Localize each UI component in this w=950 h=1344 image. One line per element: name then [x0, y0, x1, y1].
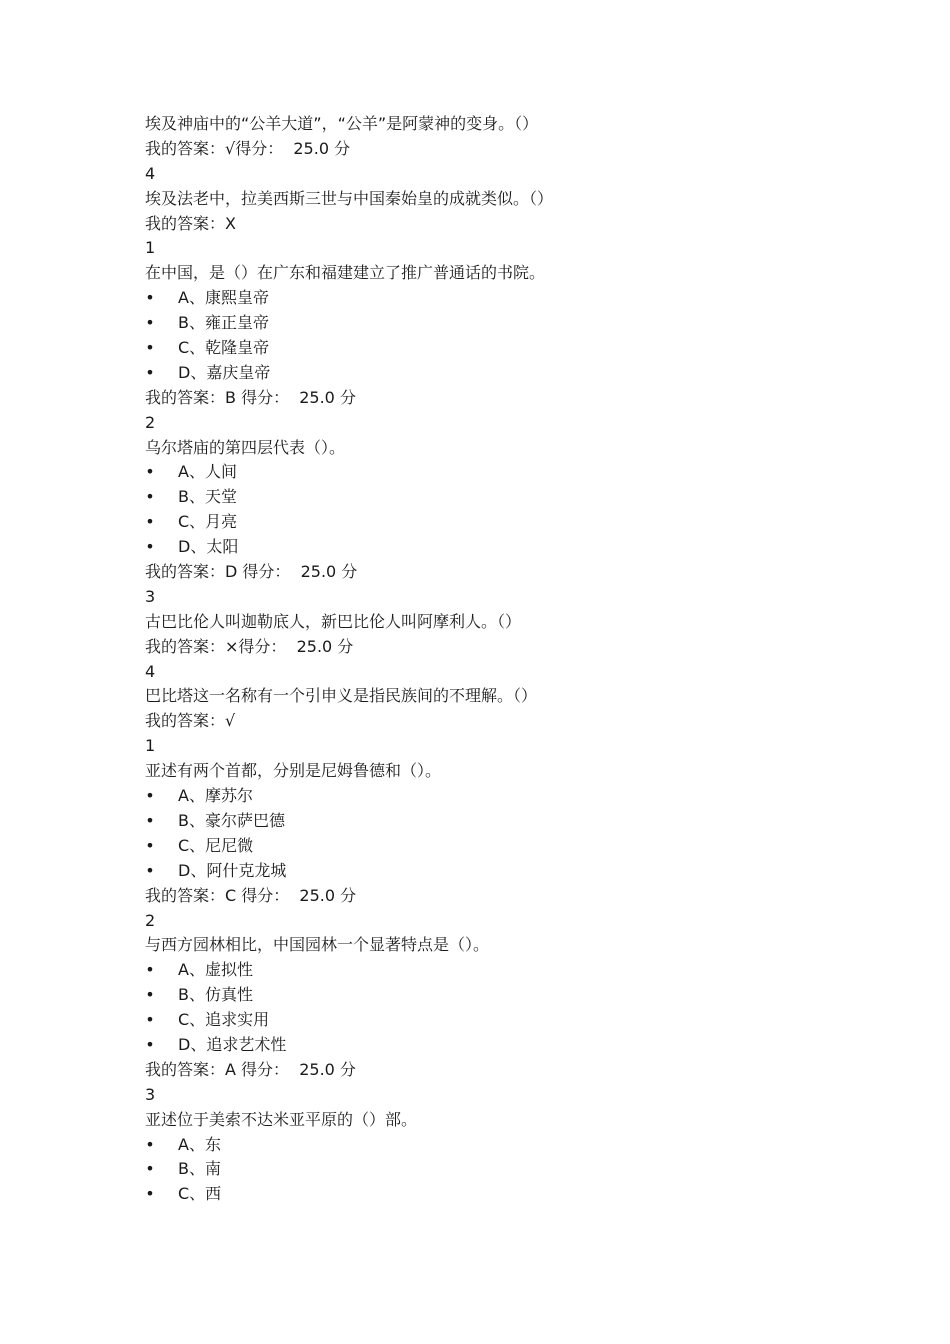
bullet-icon: • [145, 462, 155, 482]
option-text: A、东 [178, 1134, 221, 1154]
question-number: 3 [145, 586, 156, 606]
bullet-icon: • [145, 313, 155, 333]
question-text: 乌尔塔庙的第四层代表（）。 [145, 437, 346, 457]
document-body [145, 112, 845, 1207]
option-item [145, 983, 845, 1008]
option-text: B、天堂 [178, 487, 237, 507]
option-item [145, 1033, 845, 1058]
question-text: 亚述有两个首都，分别是尼姆鲁德和（）。 [145, 761, 442, 781]
option-text: C、月亮 [178, 512, 238, 532]
bullet-icon: • [145, 1034, 155, 1054]
answer-line: 我的答案：A 得分： 25.0 分 [145, 1059, 356, 1079]
answer-line: 我的答案：D 得分： 25.0 分 [145, 562, 358, 582]
option-text: B、南 [178, 1159, 221, 1179]
question-number: 2 [145, 910, 156, 930]
option-text: D、太阳 [178, 537, 239, 557]
bullet-icon: • [145, 288, 155, 308]
answer-line: 我的答案：X [145, 213, 236, 233]
option-text: B、豪尔萨巴德 [178, 810, 285, 830]
option-text: A、人间 [178, 462, 237, 482]
option-item [145, 1182, 845, 1207]
question-text: 亚述位于美索不达米亚平原的（）部。 [145, 1109, 418, 1129]
bullet-icon: • [145, 835, 155, 855]
bullet-icon: • [145, 985, 155, 1005]
option-item [145, 834, 845, 859]
question-number: 3 [145, 1084, 156, 1104]
question-text: 埃及神庙中的“公羊大道”，“公羊”是阿蒙神的变身。（） [145, 114, 539, 133]
option-item [145, 485, 845, 510]
bullet-icon: • [145, 512, 155, 532]
option-item [145, 859, 845, 884]
option-item [145, 1008, 845, 1033]
bullet-icon: • [145, 960, 155, 980]
question-number: 4 [145, 661, 156, 681]
bullet-icon: • [145, 537, 155, 557]
question-number: 4 [145, 163, 156, 183]
option-text: C、西 [178, 1184, 222, 1204]
option-text: C、乾隆皇帝 [178, 338, 270, 358]
option-item [145, 784, 845, 809]
option-text: B、雍正皇帝 [178, 313, 269, 333]
question-number: 1 [145, 238, 156, 258]
bullet-icon: • [145, 810, 155, 830]
bullet-icon: • [145, 1134, 155, 1154]
option-text: C、尼尼微 [178, 835, 254, 855]
bullet-icon: • [145, 786, 155, 806]
option-item [145, 1157, 845, 1182]
bullet-icon: • [145, 1010, 155, 1030]
option-text: D、阿什克龙城 [178, 860, 287, 880]
option-item [145, 535, 845, 560]
option-text: C、追求实用 [178, 1010, 270, 1030]
bullet-icon: • [145, 860, 155, 880]
option-text: D、嘉庆皇帝 [178, 362, 271, 382]
option-item [145, 336, 845, 361]
bullet-icon: • [145, 1159, 155, 1179]
question-text: 埃及法老中，拉美西斯三世与中国秦始皇的成就类似。（） [145, 188, 554, 208]
option-item [145, 510, 845, 535]
option-item [145, 311, 845, 336]
option-text: A、康熙皇帝 [178, 288, 269, 308]
option-item [145, 286, 845, 311]
bullet-icon: • [145, 1184, 155, 1204]
answer-line: 我的答案：B 得分： 25.0 分 [145, 387, 356, 407]
answer-line: 我的答案：√得分： 25.0 分 [145, 138, 351, 158]
answer-line: 我的答案：×得分： 25.0 分 [145, 636, 354, 656]
bullet-icon: • [145, 487, 155, 507]
option-text: B、仿真性 [178, 985, 253, 1005]
option-item [145, 809, 845, 834]
option-item [145, 361, 845, 386]
option-item [145, 958, 845, 983]
bullet-icon: • [145, 362, 155, 382]
answer-line: 我的答案：C 得分： 25.0 分 [145, 885, 357, 905]
bullet-icon: • [145, 338, 155, 358]
question-number: 1 [145, 736, 156, 756]
question-text: 在中国，是（）在广东和福建建立了推广普通话的书院。 [145, 263, 546, 283]
option-item [145, 460, 845, 485]
answer-line: 我的答案：√ [145, 711, 236, 731]
option-text: A、虚拟性 [178, 960, 253, 980]
option-item [145, 1133, 845, 1158]
question-text: 与西方园林相比，中国园林一个显著特点是（）。 [145, 935, 490, 955]
option-text: D、追求艺术性 [178, 1034, 287, 1054]
question-text: 古巴比伦人叫迦勒底人，新巴比伦人叫阿摩利人。（） [145, 611, 522, 631]
option-text: A、摩苏尔 [178, 786, 253, 806]
question-number: 2 [145, 412, 156, 432]
question-text: 巴比塔这一名称有一个引申义是指民族间的不理解。（） [145, 686, 538, 706]
